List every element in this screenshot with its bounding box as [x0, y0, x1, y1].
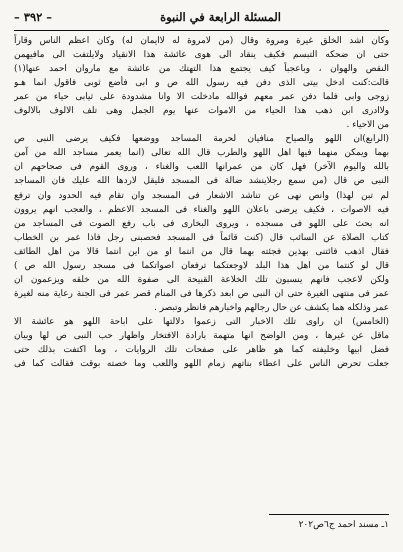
footnote-divider — [269, 514, 389, 515]
text-line: ماقل عن غيرها ، ومن الواضح انها متهمة بارادة الافتخار واظهار حب النبى ص لها وبيان — [14, 330, 389, 341]
text-line: زوجى وابى فلما دفن عمر معهم فوالله مادخلت الا وانا مشدودة على ثيابى حياء من عمر — [14, 92, 389, 103]
text-line: النبى ص قال (من سمع رجلاينشد ضالة فى المسجد فليقل لاردها الله عليك فان المساجد — [14, 176, 389, 187]
text-line: حتى ان ضحكه التبسم فكيف ينقاد الى هوى عائشة هذا الانقياد ولايلتفت الى مافيهمن — [14, 50, 389, 61]
text-line: عمر فى منتهى الغيرة حتى ان النبى ص ابعد ذكرها فى المنام قصر عمر فى الجنة رعاية منه لغيرة — [14, 288, 389, 299]
footnote: ١ـ مسند احمد ج٦ص٢٠٢ — [298, 520, 389, 530]
text-line: عمر وذلكله هما يكشف عن حال رجالهم واخبارهم فانظر وتبصر . — [154, 302, 389, 313]
text-line: بالله واليوم الآخر) فهل كان من عمرانها اللعب والغناء ، وروى القوم فى صحاحهم ان — [14, 162, 389, 173]
body-text — [14, 34, 389, 512]
running-title: المسئلة الرابعة في النبوة — [160, 10, 281, 24]
text-line: فضل ابيها وخليفته كما هو ظاهر على صفحات تلك الروايات ، وما اكتفت بذلك حتى — [14, 345, 389, 356]
text-line: النقص والهوان ، وباعجباً كيف يجتمع هذا التهتك من عائشة مع ماروان احمد عنها(١) — [14, 64, 389, 75]
text-line: بهما ويمكن منهما فيها اهل اللهو والطرب قال الله تعالى (انما يعمر مساجد الله من آمن — [14, 148, 389, 159]
text-line: ولاادرى ابن ذهب هذا الحياء من الاموات عنها يوم الجمل وهى تلف الالوف بالالوف — [14, 106, 389, 117]
text-line: (الرابع)ان اللهو والصياح منافيان لحرمة المساجد ووضعها فكيف يرضى النبى ص — [14, 134, 389, 145]
text-line: كتاب الصلاة عن السائب قال (كنت قائماً فى المسجد فحصبنى رجل فاذا عمر بن الخطاب — [14, 232, 389, 243]
text-line: (الخامس) ان راوى تلك الاخبار التى زعموا دلالتها على اباحة اللهو هو عائشة الا — [14, 316, 389, 327]
text-line: وكان اشد الخلق غيرة ومروة وقال (من لامروة له لاايمان له) وكان اعظم الناس وقاراً — [14, 36, 389, 46]
page-number: – ٣٩٢ – — [14, 10, 53, 24]
text-line: انه بحث على اللهو فى مسجده ، ويروى البخارى فى باب رفع الصوت فى المساجد من — [14, 218, 389, 229]
footnotes — [14, 514, 389, 544]
text-line: ولكن لاعجب فانهم ينسبون تلك الخلاعة القبيحة الى صفوة الله من خلقه ويزعمون ان — [14, 274, 389, 285]
text-line: جعلت تحرض الناس على اعطاء بناتهم زمام اللهو واللعب وما خصته بوقت فقالت كما فى — [14, 359, 389, 370]
page-header — [14, 4, 389, 31]
text-line: من الاحياء . — [346, 120, 389, 131]
text-line: لم تبن لهذا) وانص نهى عن تناشد الاشعار فى المسجد وان تقام فيه الحدود وان ترفع — [14, 190, 389, 201]
text-line: فيه الاصوات ، فكيف يرضى باعلان اللهو والغناء فى المسجد الاعظم ، والعجب انهم يروون — [14, 204, 389, 215]
text-line: قالت:كنت ادخل بيتى الذى دفن فيه رسول الله ص و ابى فأضع ثوبى فاقول انما هـو — [14, 78, 389, 89]
text-line: فقال اذهب فائتنى بهذين فجئته بهما قال من انتما او من اين انتما قالا من اهل الطائف — [14, 246, 389, 257]
text-line: قال لو كنتما من اهل هذا البلد لاوجعتكما ترفعان اصواتكما فى مسجد رسول الله ص ) — [14, 260, 389, 271]
